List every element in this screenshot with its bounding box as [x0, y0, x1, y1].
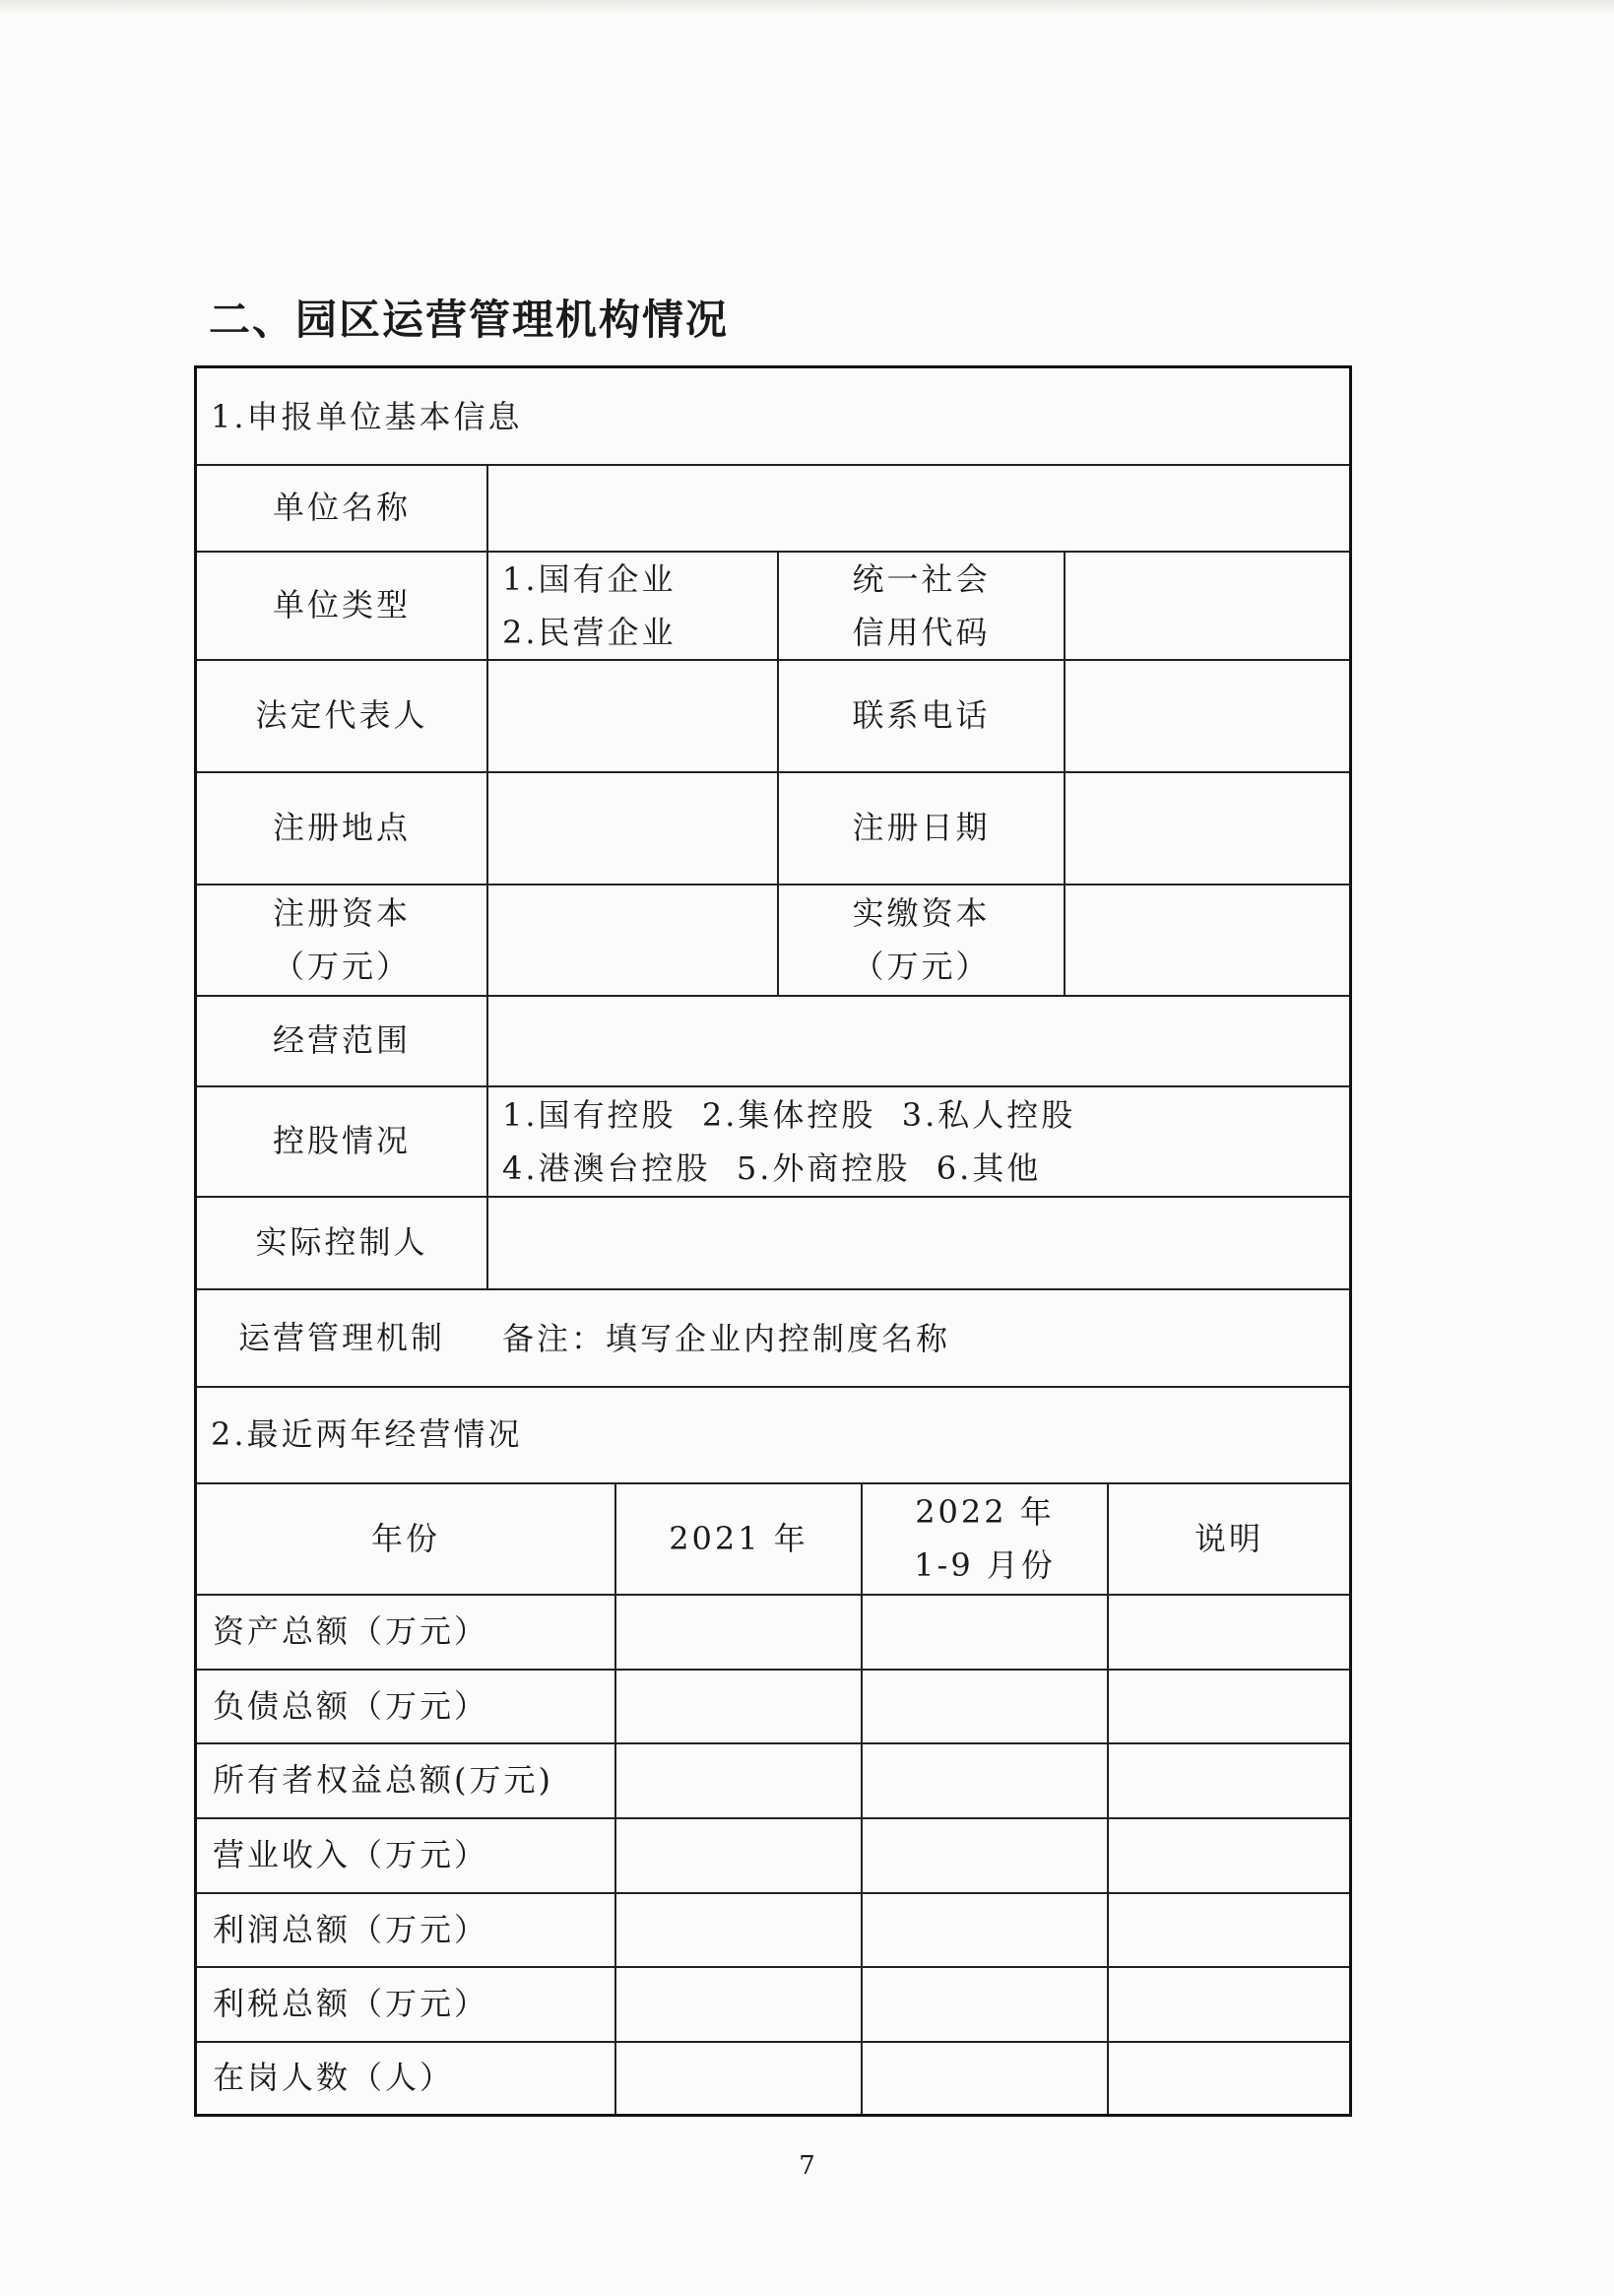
reg-date-label: 注册日期: [852, 809, 991, 846]
unit-name-label: 单位名称: [272, 489, 411, 526]
phone-field[interactable]: [1065, 661, 1349, 771]
section-heading: 二、园区运营管理机构情况: [209, 295, 730, 344]
application-form-table: [194, 365, 1352, 2117]
credit-code-label: 统一社会 信用代码: [852, 560, 991, 651]
cell-equity-2021[interactable]: [616, 1744, 861, 1817]
controller-label: 实际控制人: [255, 1223, 428, 1261]
cell-equity-note[interactable]: [1109, 1744, 1349, 1817]
unit-type-options[interactable]: [488, 553, 777, 659]
header-note: 说明: [1194, 1519, 1263, 1557]
legal-rep-field[interactable]: [488, 661, 777, 771]
cell-profit-2022[interactable]: [863, 1894, 1107, 1966]
cell-revenue-2022[interactable]: [863, 1819, 1107, 1892]
row-label-total-liabilities: 负债总额（万元）: [213, 1686, 489, 1725]
legal-rep-label: 法定代表人: [255, 696, 428, 734]
cell-headcount-2022[interactable]: [863, 2043, 1107, 2114]
cell-headcount-2021[interactable]: [616, 2043, 861, 2114]
paid-capital-label: 实缴资本 （万元）: [852, 893, 991, 985]
page-number: 7: [799, 2151, 815, 2181]
row-label-profit-tax: 利税总额（万元）: [213, 1985, 489, 2022]
holding-options[interactable]: [488, 1087, 1349, 1196]
mechanism-field[interactable]: 备注：填写企业内控制度名称: [502, 1319, 951, 1357]
reg-date-field[interactable]: [1065, 773, 1349, 884]
cell-revenue-note[interactable]: [1109, 1819, 1349, 1892]
cell-profit-note[interactable]: [1109, 1894, 1349, 1966]
cell-equity-2022[interactable]: [863, 1744, 1107, 1817]
cell-assets-2021[interactable]: [616, 1596, 861, 1669]
row-label-total-profit: 利润总额（万元）: [213, 1910, 489, 1948]
reg-capital-label: 注册资本 （万元）: [272, 893, 411, 985]
cell-liabilities-2022[interactable]: [863, 1671, 1107, 1742]
holding-options-line-2: 4.港澳台控股 5.外商控股 6.其他: [502, 1149, 1042, 1187]
row-label-total-assets: 资产总额（万元）: [213, 1612, 489, 1650]
reg-capital-field[interactable]: [488, 886, 777, 995]
unit-name-field[interactable]: [488, 466, 1349, 551]
holding-label: 控股情况: [272, 1122, 411, 1159]
header-2022: 2022 年 1-9 月份: [914, 1492, 1056, 1584]
mechanism-label: 运营管理机制: [237, 1318, 445, 1356]
header-2021: 2021 年: [669, 1519, 808, 1557]
reg-place-field[interactable]: [488, 773, 777, 884]
cell-revenue-2021[interactable]: [616, 1819, 861, 1892]
cell-liabilities-note[interactable]: [1109, 1671, 1349, 1742]
cell-headcount-note[interactable]: [1109, 2043, 1349, 2114]
controller-field[interactable]: [488, 1198, 1349, 1288]
unit-type-option-private: 2.民营企业: [502, 614, 677, 651]
part1-title: 1.申报单位基本信息: [211, 397, 523, 435]
cell-assets-note[interactable]: [1109, 1596, 1349, 1669]
cell-tax-2021[interactable]: [616, 1968, 861, 2041]
part2-title: 2.最近两年经营情况: [211, 1415, 523, 1453]
cell-tax-note[interactable]: [1109, 1968, 1349, 2041]
cell-liabilities-2021[interactable]: [616, 1671, 861, 1742]
unit-type-option-state-owned: 1.国有企业: [502, 560, 677, 598]
business-scope-label: 经营范围: [272, 1021, 411, 1059]
cell-assets-2022[interactable]: [863, 1596, 1107, 1669]
holding-options-line-1: 1.国有控股 2.集体控股 3.私人控股: [502, 1096, 1076, 1134]
row-label-headcount: 在岗人数（人）: [213, 2059, 455, 2096]
scan-edge: [0, 0, 1614, 14]
unit-type-label: 单位类型: [272, 586, 411, 623]
business-scope-field[interactable]: [488, 997, 1349, 1085]
header-year: 年份: [370, 1519, 440, 1557]
phone-label: 联系电话: [852, 696, 991, 734]
cell-profit-2021[interactable]: [616, 1894, 861, 1966]
row-label-owner-equity: 所有者权益总额(万元): [213, 1761, 553, 1799]
paid-capital-field[interactable]: [1065, 886, 1349, 995]
cell-tax-2022[interactable]: [863, 1968, 1107, 2041]
reg-place-label: 注册地点: [272, 809, 411, 846]
row-label-revenue: 营业收入（万元）: [213, 1836, 489, 1873]
credit-code-field[interactable]: [1065, 553, 1349, 659]
